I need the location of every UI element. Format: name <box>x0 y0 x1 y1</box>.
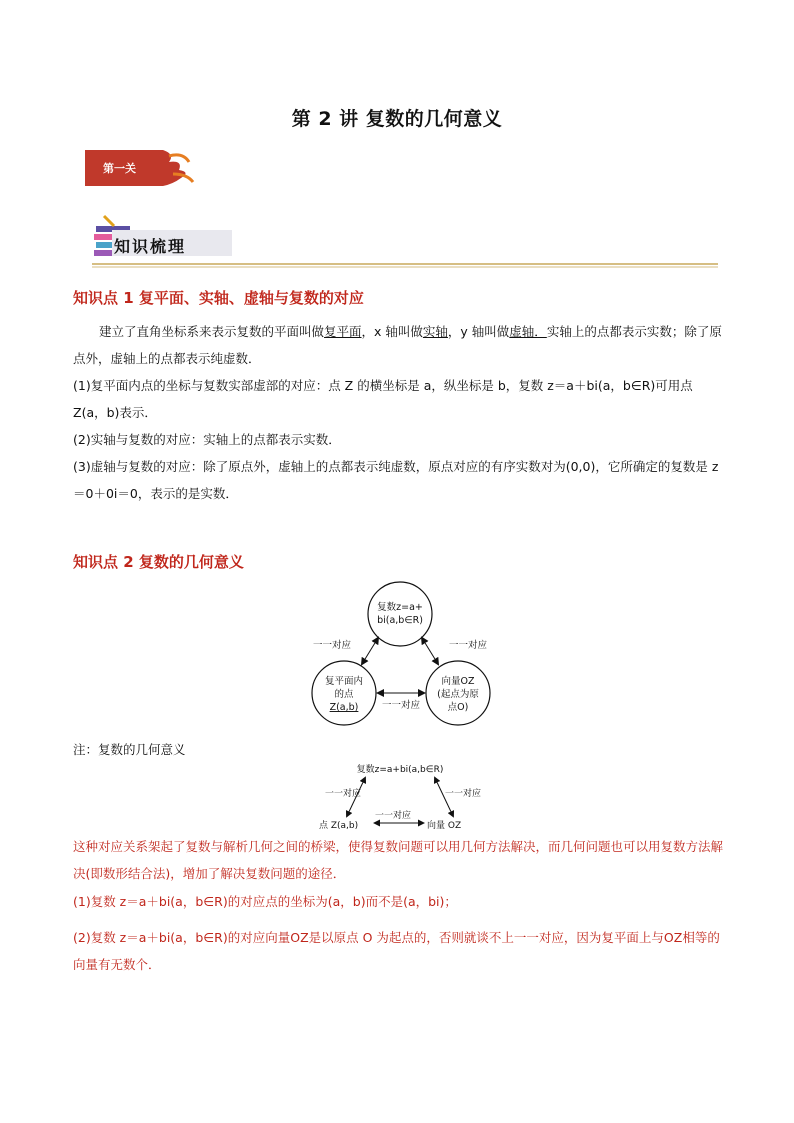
note-label: 注：复数的几何意义 <box>73 742 186 757</box>
books-icon <box>92 212 720 270</box>
node-vector-label3: 点O) <box>447 702 469 713</box>
edge-right-label: 一一对应 <box>448 640 488 651</box>
node-complex <box>368 582 432 646</box>
kp2-para2: (1)复数 z＝a＋bi(a，b∈R)的对应点的坐标为(a，b)而不是(a，bi)； <box>73 894 457 909</box>
kp2-heading: 知识点 2 复数的几何意义 <box>73 553 244 571</box>
node-point-label2: 的点 <box>334 689 354 700</box>
edge-left-label: 一一对应 <box>312 640 352 651</box>
kp1-para1 <box>73 318 723 372</box>
level-badge <box>83 148 195 188</box>
node-complex-label2: bi(a,b∈R) <box>377 615 423 626</box>
d2-edge-right: 一一对应 <box>445 789 482 799</box>
kp2-para3: (2)复数 z＝a＋bi(a，b∈R)的对应向量OZ是以原点 O 为起点的，否则就谈不上一一对应，因为复平面上与OZ相等的向量有无数个． <box>73 930 720 972</box>
d2-right-label: 向量 OZ <box>427 821 462 831</box>
text: ，x 轴叫做 <box>361 324 423 339</box>
term-real-axis: 实轴 <box>422 324 448 339</box>
text: ，y 轴叫做 <box>447 324 510 339</box>
badge-label: 第一关 <box>103 162 136 175</box>
text: 建立了直角坐标系来表示复数的平面叫做 <box>99 324 325 339</box>
text: 实轴上的点都表示实数；除了原点外，虚轴上的点都表示纯虚数． <box>73 324 722 366</box>
node-vector-label1: 向量OZ <box>441 676 475 687</box>
kp1-para3: (2)实轴与复数的对应：实轴上的点都表示实数． <box>73 432 341 447</box>
node-point-label3: Z(a,b) <box>329 702 359 713</box>
edge-bottom-label: 一一对应 <box>381 700 421 711</box>
node-point-label1: 复平面内 <box>324 676 364 687</box>
triangle-diagram <box>300 580 500 730</box>
node-vector-label2: (起点为原 <box>437 689 479 700</box>
kp1-para4: (3)虚轴与复数的对应：除了原点外，虚轴上的点都表示纯虚数，原点对应的有序实数对为(0,0)，它所确定的复数是 z＝0＋0i＝0，表示的是实数． <box>73 459 719 501</box>
d2-left-label: 点 Z(a,b) <box>319 821 359 831</box>
badge-shape <box>83 148 195 188</box>
small-diagram <box>305 760 495 834</box>
section-banner <box>92 212 720 270</box>
d2-edge-bottom: 一一对应 <box>375 811 412 821</box>
term-imag-axis: 虚轴． <box>509 324 547 339</box>
term-complex-plane: 复平面 <box>324 324 362 339</box>
d2-top-label: 复数z=a+bi(a,b∈R) <box>356 765 444 775</box>
kp2-para1: 这种对应关系架起了复数与解析几何之间的桥梁，使得复数问题可以用几何方法解决，而几何问题也可以用复数方法解决(即数形结合法)，增加了解决复数问题的途径． <box>73 839 724 881</box>
page-title: 第 2 讲 复数的几何意义 <box>291 108 503 130</box>
d2-edge-left: 一一对应 <box>325 789 362 799</box>
kp1-heading: 知识点 1 复平面、实轴、虚轴与复数的对应 <box>73 289 364 307</box>
kp1-para2: (1)复平面内点的坐标与复数实部虚部的对应：点 Z 的横坐标是 a，纵坐标是 b，复数 z＝a＋bi(a，b∈R)可用点 Z(a，b)表示． <box>73 378 693 420</box>
section-title: 知识梳理 <box>114 237 187 256</box>
node-complex-label1: 复数z=a+ <box>377 602 423 613</box>
